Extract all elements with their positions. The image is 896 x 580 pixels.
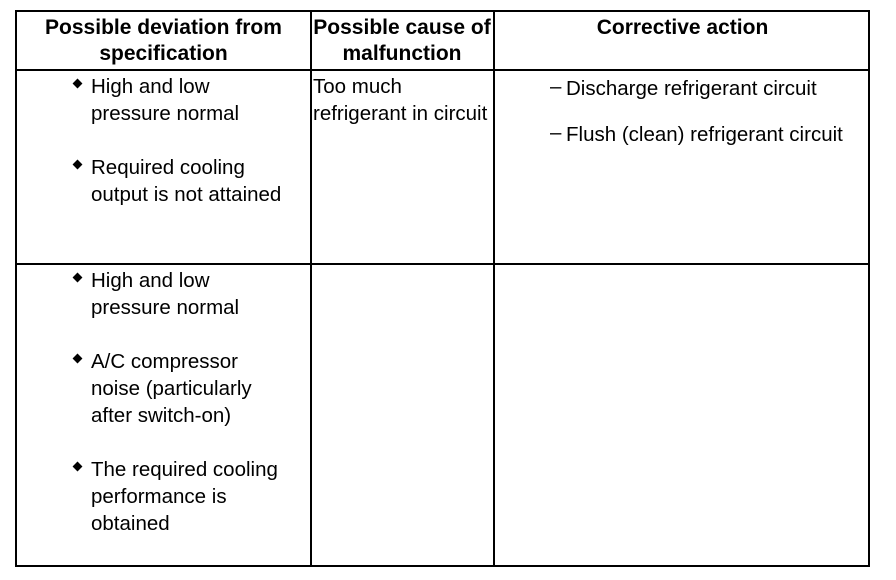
diagnosis-table: [15, 10, 870, 567]
row-1-actions: [550, 75, 868, 167]
row-2-deviations: [69, 267, 291, 537]
header-action: Corrective action: [596, 16, 769, 39]
list-item: High and low pressure normal: [69, 267, 291, 321]
bullet-diamond-icon: [73, 79, 83, 89]
list-item: – Flush (clean) refrigerant circuit: [550, 121, 843, 146]
row-divider: [17, 263, 868, 265]
dash-icon: –: [550, 75, 562, 98]
list-item: A/C compressor noise (particularly after switch-on): [69, 348, 291, 429]
header-cause: Possible cause of malfunction: [313, 16, 491, 65]
bullet-diamond-icon: [73, 273, 83, 283]
bullet-diamond-icon: [73, 462, 83, 472]
bullet-diamond-icon: [73, 354, 83, 364]
column-divider: [493, 12, 495, 565]
column-divider: [310, 12, 312, 565]
list-item: High and low pressure normal: [69, 73, 289, 127]
row-1-cause: Too much refrigerant in circuit: [313, 75, 488, 125]
list-item: – Discharge refrigerant circuit: [550, 75, 817, 100]
header-divider: [17, 69, 868, 71]
header-deviation: Possible deviation from specification: [45, 16, 282, 65]
dash-icon: –: [550, 121, 562, 144]
list-item: Required cooling output is not attained: [69, 154, 289, 208]
list-item: The required cooling performance is obtained: [69, 456, 291, 537]
bullet-diamond-icon: [73, 160, 83, 170]
row-1-deviations: [69, 73, 289, 208]
